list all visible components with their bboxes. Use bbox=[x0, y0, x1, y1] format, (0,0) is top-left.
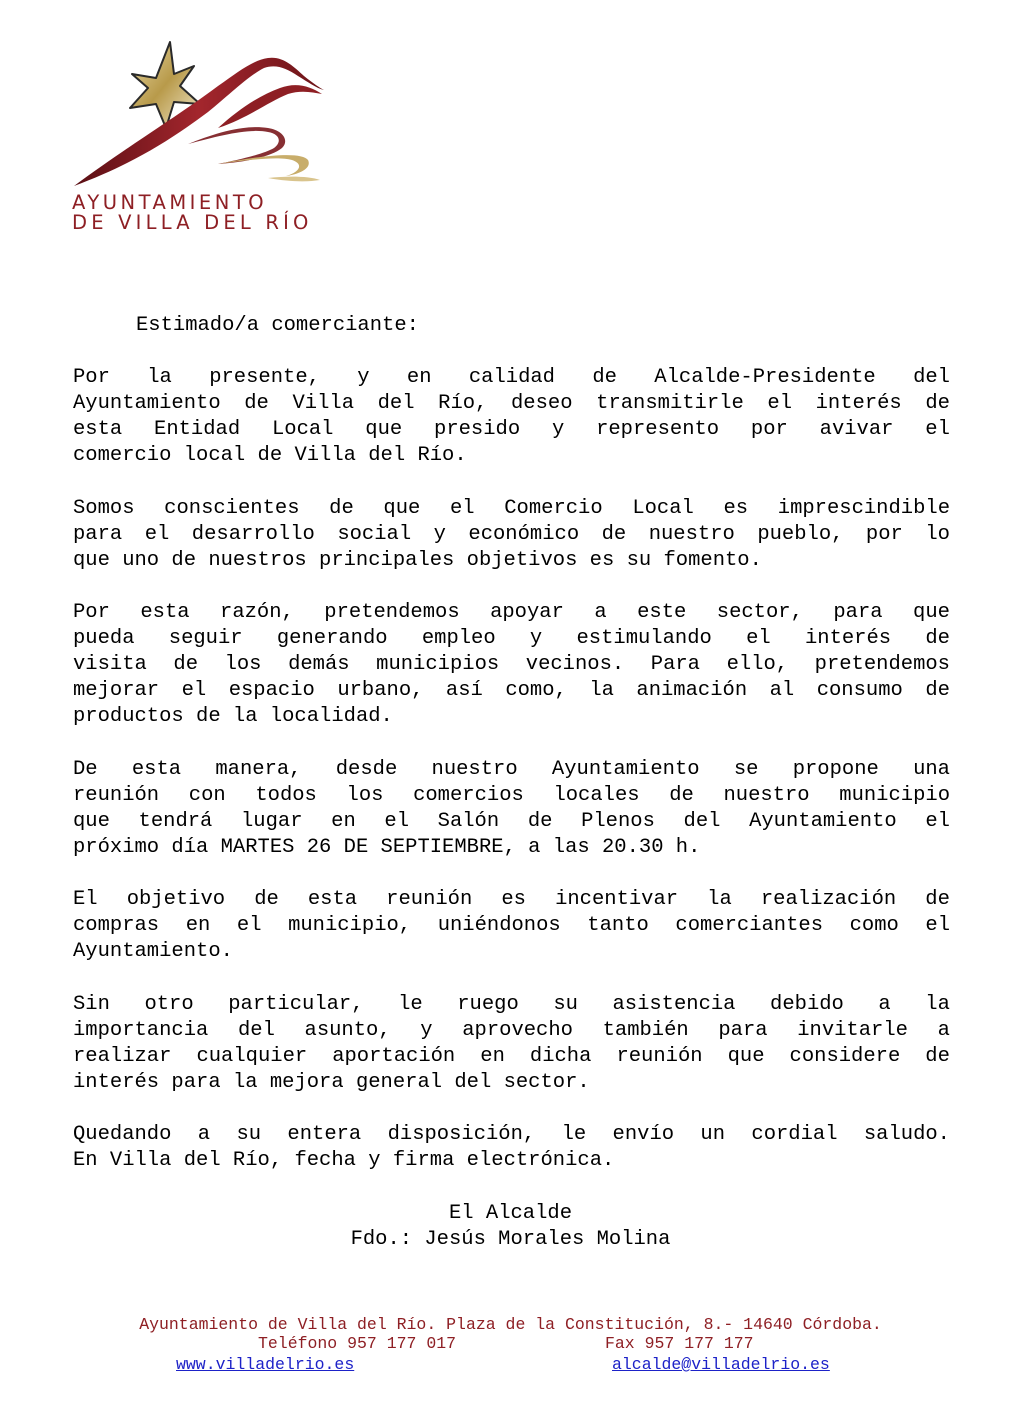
logo-subtitle: DE VILLA DEL RÍO bbox=[72, 211, 313, 234]
paragraph-line: productos de la localidad. bbox=[73, 705, 393, 728]
signature-title: El Alcalde bbox=[448, 1202, 573, 1225]
logo-title: AYUNTAMIENTO bbox=[72, 191, 268, 214]
paragraph-line: El objetivo de esta reunión es incentivar la realización de bbox=[73, 888, 950, 911]
paragraph-line: comercio local de Villa del Río. bbox=[73, 444, 467, 467]
paragraph-line: para el desarrollo social y económico de nuestro pueblo, por lo bbox=[73, 523, 950, 546]
letter-paragraph bbox=[73, 600, 950, 730]
paragraph-line: que tendrá lugar en el Salón de Plenos del Ayuntamiento el bbox=[73, 810, 950, 833]
footer-phone: Teléfono 957 177 017 bbox=[258, 1334, 457, 1353]
paragraph-line: Quedando a su entera disposición, le envío un cordial saludo. bbox=[73, 1123, 950, 1146]
header-logo bbox=[68, 36, 336, 236]
signature-name: Fdo.: Jesús Morales Molina bbox=[350, 1228, 671, 1251]
paragraph-line: De esta manera, desde nuestro Ayuntamiento se propone una bbox=[73, 758, 950, 781]
paragraph-line: que uno de nuestros principales objetivos es su fomento. bbox=[73, 549, 762, 572]
paragraph-line: visita de los demás municipios vecinos. Para ello, pretendemos bbox=[73, 653, 950, 676]
letter-paragraph bbox=[73, 757, 950, 861]
paragraph-line: reunión con todos los comercios locales de nuestro municipio bbox=[73, 784, 950, 807]
paragraph-line: pueda seguir generando empleo y estimulando el interés de bbox=[73, 627, 950, 650]
letter-greeting: Estimado/a comerciante: bbox=[136, 314, 419, 337]
paragraph-line: En Villa del Río, fecha y firma electrónica. bbox=[73, 1149, 615, 1172]
letter-paragraph bbox=[73, 1122, 950, 1174]
paragraph-line: Ayuntamiento de Villa del Río, deseo transmitirle el interés de bbox=[73, 392, 950, 415]
paragraph-line: Por esta razón, pretendemos apoyar a este sector, para que bbox=[73, 601, 950, 624]
footer-fax: Fax 957 177 177 bbox=[605, 1334, 754, 1353]
letter-paragraph bbox=[73, 992, 950, 1096]
paragraph-line: Ayuntamiento. bbox=[73, 940, 233, 963]
paragraph-line: importancia del asunto, y aprovecho también para invitarle a bbox=[73, 1019, 950, 1042]
paragraph-line: compras en el municipio, uniéndonos tanto comerciantes como el bbox=[73, 914, 950, 937]
footer-email-link[interactable]: alcalde@villadelrio.es bbox=[612, 1355, 830, 1374]
paragraph-line: Somos conscientes de que el Comercio Local es imprescindible bbox=[73, 497, 950, 520]
letter-paragraph bbox=[73, 365, 950, 469]
footer-address: Ayuntamiento de Villa del Río. Plaza de la Constitución, 8.- 14640 Córdoba. bbox=[139, 1315, 882, 1334]
star-and-mountains-logo-icon bbox=[68, 36, 336, 196]
paragraph-line: mejorar el espacio urbano, así como, la animación al consumo de bbox=[73, 679, 950, 702]
paragraph-line: Sin otro particular, le ruego su asistencia debido a la bbox=[73, 993, 950, 1016]
paragraph-line: esta Entidad Local que presido y represento por avivar el bbox=[73, 418, 950, 441]
paragraph-line: realizar cualquier aportación en dicha reunión que considere de bbox=[73, 1045, 950, 1068]
paragraph-line: Por la presente, y en calidad de Alcalde-Presidente del bbox=[73, 366, 950, 389]
paragraph-line: próximo día MARTES 26 DE SEPTIEMBRE, a las 20.30 h. bbox=[73, 836, 701, 859]
letter-paragraph bbox=[73, 887, 950, 965]
paragraph-line: interés para la mejora general del sector. bbox=[73, 1071, 590, 1094]
footer-website-link[interactable]: www.villadelrio.es bbox=[176, 1355, 355, 1374]
letter-paragraph bbox=[73, 496, 950, 574]
